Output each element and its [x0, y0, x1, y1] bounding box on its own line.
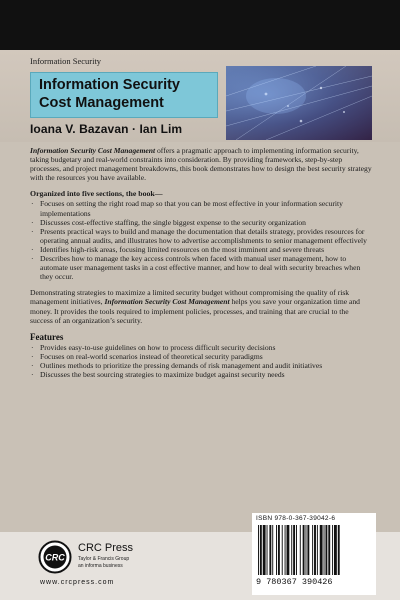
barcode-bar [300, 525, 301, 575]
barcode-bar [272, 525, 273, 575]
barcode-bar [317, 525, 318, 575]
barcode-bar [296, 525, 297, 575]
features-heading: Features [30, 331, 64, 342]
barcode-bar [267, 525, 268, 575]
isbn-text: ISBN 978-0-367-39042-6 [256, 515, 336, 522]
intro-book-title: Information Security Cost Management [30, 146, 156, 155]
closing-paragraph [30, 288, 372, 324]
barcode-bar [332, 525, 333, 575]
top-band [0, 0, 400, 50]
barcode-bar [328, 525, 330, 575]
barcode-bar [269, 525, 271, 575]
logo-text: CRC [45, 552, 65, 563]
list-item: · Provides easy-to-use guidelines on how to process difficult security decisions [30, 343, 372, 352]
barcode-bar [314, 525, 316, 575]
barcode-bar [287, 525, 290, 575]
sections-heading: Organized into five sections, the book— [30, 189, 163, 199]
list-item: · Presents practical ways to build and manage the documentation that details strategy, provides resources for operating annual audits, and illustrates how to advertise accomplishments to senior management effectively [30, 227, 372, 245]
cover-art-image [226, 66, 372, 140]
barcode-bar [307, 525, 309, 575]
list-item: · Identifies high-risk areas, focusing limited resources on the most imminent and severe threats [30, 245, 372, 254]
publisher-url: www.crcpress.com [40, 579, 115, 586]
barcode-bar [306, 525, 307, 575]
barcode-graphic [256, 525, 372, 575]
crc-press-logo [38, 540, 72, 574]
series-label: Information Security [30, 56, 102, 66]
barcode-bar [263, 525, 266, 575]
publisher-tagline: an informa business [78, 563, 123, 569]
barcode-bar [325, 525, 327, 575]
list-item: · Outlines methods to prioritize the pressing demands of risk management and audit initiatives [30, 361, 372, 370]
book-title-line-2: Cost Management [39, 95, 164, 111]
barcode-bar [303, 525, 305, 575]
blurb-content [30, 146, 372, 379]
cover-art-graphic [226, 66, 372, 140]
barcode-bar [285, 525, 286, 575]
publisher-name: CRC Press [78, 542, 134, 554]
barcode-bar [324, 525, 325, 575]
title-box [30, 72, 218, 118]
barcode-bar [260, 525, 262, 575]
barcode-bar [320, 525, 323, 575]
barcode-bar [291, 525, 292, 575]
barcode-digits: 9 780367 390426 [256, 577, 333, 587]
intro-paragraph [30, 146, 372, 182]
list-item: · Focuses on setting the right road map so that you can be most effective in your information security implementations [30, 199, 372, 217]
barcode-bar [278, 525, 280, 575]
barcode-block [252, 513, 376, 595]
features-list [30, 343, 372, 379]
publisher-group: Taylor & Francis Group [78, 556, 130, 562]
sections-list [30, 199, 372, 281]
list-item: · Describes how to manage the key access controls when faced with manual user management, how to automate user management tasks in a cost effective manner, and how to deal with security breaches when they occur. [30, 254, 372, 281]
intro-text: offers a pragmatic approach to implementing information security, taking budgetary and real-world constraints into consideration. By providing frameworks, step-by-step processes, and project management breakdowns, this book demonstrates how to design the best security strategy with the resources you have available. [30, 146, 372, 183]
book-title-line-1: Information Security [39, 77, 180, 93]
authors: Ioana V. Bazavan · Ian Lim [30, 122, 183, 136]
list-item: · Discusses cost-effective staffing, the single biggest expense to the security organization [30, 218, 372, 227]
barcode-bar [282, 525, 283, 575]
closing-text-after: helps you save your organization time and money. It provides the tools required to implement policies, processes, and training that are crucial to the success of an organization’s security. [30, 297, 360, 325]
list-item: · Focuses on real-world scenarios instead of theoretical security paradigms [30, 352, 372, 361]
barcode-bar [293, 525, 295, 575]
barcode-bar [276, 525, 277, 575]
list-item: · Discusses the best sourcing strategies to maximize budget against security needs [30, 370, 372, 379]
barcode-bar [334, 525, 337, 575]
barcode-bar [338, 525, 340, 575]
closing-book-title: Information Security Cost Management [104, 297, 230, 307]
barcode-bar [258, 525, 259, 575]
closing-text-before: Demonstrating strategies to maximize a limited security budget without compromising the quality of risk management initiatives, [30, 288, 350, 307]
barcode-bar [312, 525, 313, 575]
